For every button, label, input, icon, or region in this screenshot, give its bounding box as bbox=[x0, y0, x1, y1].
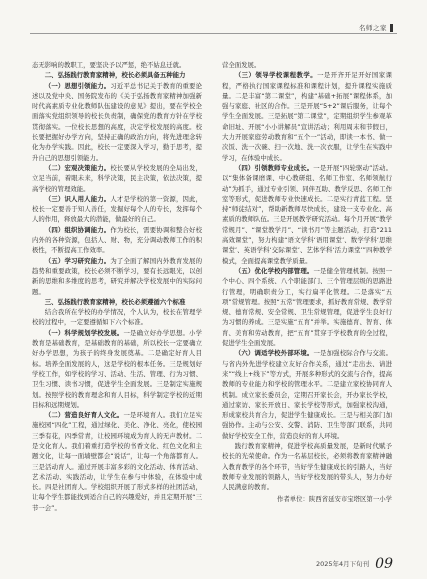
subsection-title: （四）组织协调能力。 bbox=[44, 225, 111, 234]
paragraph-text: 一是确立好办学思想。小学教育是基础教育，是基础教育的基础，所以校长一定要确立好办学思想，为孩子的终身发展奠基。二是确定好育人目标。培养全面发展的人，这是学校的根本任务。三是规划好学校工作，如学校的学习、活动、生活、管理、行为习惯、卫生习惯、读书习惯，促进学生全面发展。三是制定实施规划。按照学校的教育理念和育人目标，科学制定学校的近期目标和远期规划。 bbox=[32, 328, 203, 409]
paragraph-text: 一是开展“四轮驱动”活动。以“集体备课磨课、中心教研组、名师工作室、名师领航行动”为抓手，通过专业引领、同伴互助、教学反思、名师工作室等形式，促进教师专业快速成长。二是实行青蓝工程。坚持“师徒结对”，帮助新教师尽快成长，建设一支专业化、高素质的教师队伍。三是开展教学研究活动。每个月开展“教学常规月”、“课堂教学月”、“读书月”等主题活动，打造“211高效课堂”，努力构建“语文学科‘语用课堂’、数学学科‘思维课堂’、英语学科‘交际课堂’、艺体学科‘活力课堂’”四种教学模式，全面提高课堂教学质量。 bbox=[222, 163, 392, 265]
section-heading: 三、弘扬践行教育家精神，校长必须遵循六个标准 bbox=[44, 297, 186, 306]
body-paragraph bbox=[32, 328, 202, 410]
paragraph-text: 人才是学校的第一资源，因此，校长一定要善于知人善任，发掘好每个人的专长，发挥每个人的作用，释放最大的潜能，做最好的自己。 bbox=[32, 194, 203, 224]
left-column bbox=[32, 60, 202, 513]
subsection-title: （六）调适学校外部环境。 bbox=[234, 349, 314, 358]
body-paragraph bbox=[32, 194, 202, 225]
right-column bbox=[222, 60, 392, 505]
header-rule bbox=[30, 33, 397, 34]
subsection-title: （二）宏观决策能力。 bbox=[44, 163, 111, 172]
page-number: 09 bbox=[375, 556, 393, 572]
body-paragraph bbox=[32, 256, 202, 297]
page-footer bbox=[316, 556, 393, 572]
subsection-title: （五）学习研究能力。 bbox=[44, 256, 111, 265]
body-paragraph bbox=[222, 70, 392, 163]
subsection-title: （三）识人用人能力。 bbox=[44, 194, 111, 203]
section-heading: 二、弘扬践行教育家精神，校长必须具备五种能力 bbox=[44, 71, 186, 80]
body-paragraph bbox=[222, 163, 392, 266]
paragraph-text: 一是加强校际合作与交流。与省内外先进学校建立友好合作关系，通过“走出去、请进来”“线上+线下”等方式，开展多种形式的交流与合作，提高教师的专业能力和学校的管理水平。二是建立家校协同育人机制。成立家长委员会，定期召开家长会，开办家长学校，通过家访、家长开放日、家长学校等形式，加强家校沟通，形成家校共育合力，促进学生健康成长。三是与相关部门加强协作。主动与公安、交警、消防、卫生等部门联系，共同做好学校安全工作，营造良好的育人环境。 bbox=[222, 349, 393, 440]
body-paragraph: 结合我所在学校的办学情况，个人认为，校长在管理学校的过程中，一定要遵循如下六个标准。 bbox=[32, 308, 202, 327]
paragraph-text: 为了全面了解国内外教育发展的趋势和重要政策，校长必须不断学习，要有长远眼光，以创新的思维和多维度的思考，研究并解决学校发展中的实际问题。 bbox=[32, 256, 203, 296]
body-paragraph bbox=[32, 410, 202, 513]
body-paragraph bbox=[222, 266, 392, 348]
paragraph-text: 一是开齐开足开好国家课程，严格执行国家课程标准和课程计划，提升课程实施质量。二是丰富“第二课堂”，构建“基础+拓展”课程体系，加强与家庭、社区的合作。三是开展“5+2”课后服务，让每个学生全面发展。三是拓展“第二课堂”，定期组织学生参观革命旧址、开展“小小讲解员”宣讲活动；利用周末和节假日，大力开展家庭劳动教育和“五个一”活动，即读一本书、做一次饭、洗一次碗、扫一次地、洗一次衣服，让学生在实践中学习，在体验中成长。 bbox=[222, 71, 393, 162]
subsection-title: （一）思想引领能力。 bbox=[44, 81, 111, 90]
subsection-title: （五）优化学校内部管理。 bbox=[234, 266, 314, 275]
subsection-title: （三）领导学校课程教学。 bbox=[234, 71, 318, 80]
issue-date: 2025年4月下旬刊 bbox=[315, 560, 370, 568]
paragraph-text: 作为校长，需要协调和整合好校内外的各种资源，包括人、财、物，充分调动教师工作的积极性，不断提高工作效率。 bbox=[32, 225, 203, 255]
paragraph-text: 习近平总书记关于教育的重要论述以及党中央、国务院发布的《关于弘扬教育家精神加强新时代高素质专业化教师队伍建设的意见》提出，要在学校全面落实党组织领导的校长负责制，确保党的教育方针在学校贯彻落实。一位校长思想的高度，决定学校发展的高度。校长要把握好办学方向，坚持正确的政治方向，将先进理念转化为办学实践。因此，校长一定要深入学习，勤于思考，提升自己的思想引领能力。 bbox=[32, 81, 203, 162]
body-paragraph: 践行教育家精神，促进学校高质量发展，是新时代赋予校长的光荣使命。作为一名基层校长，必须将教育家精神融入教育教学的各个环节，当好学生健康成长的引路人，当好教师专业发展的领路人，当好学校发展的带头人，努力办好人民满意的教育。 bbox=[222, 441, 392, 492]
paragraph-continuation: 态无影响的教职工，要坚决予以严惩，绝不姑息迁就。 bbox=[32, 61, 186, 69]
body-paragraph bbox=[32, 163, 202, 194]
body-paragraph bbox=[32, 225, 202, 256]
subsection-title: （四）引领教师专业成长。 bbox=[234, 163, 314, 172]
author-affiliation: 作者单位：陕西省延安市宝塔区第一小学 bbox=[276, 495, 392, 504]
column-name bbox=[359, 23, 393, 32]
paragraph-continuation: 营全面发展。 bbox=[222, 61, 261, 69]
paragraph-text: 一是健全管理机制。按照一个中心、四个系统、八个职能部门、三个管理层级的思路进行管理，明确职责分工，实行扁平化管理。二是落实“五项”常规管理。按照“五常”管理要求，抓好教育常规、教学常规、德育常规、安全常规、卫生常规管理，促进学生良好行为习惯的养成。三是实施“五育”并举。实施德育、智育、体育、美育和劳动教育，把“五育”贯穿于学校教育的全过程，促进学生全面发展。 bbox=[222, 266, 393, 348]
subsection-title: （二）营造良好育人文化。 bbox=[44, 411, 124, 420]
body-paragraph bbox=[222, 348, 392, 441]
paragraph-text: 校长要从学校发展的全局出发，立足当前，着眼未来，科学决策，民主决策，依法决策，提高学校的管理效能。 bbox=[32, 163, 203, 193]
body-paragraph bbox=[32, 81, 202, 163]
column-marker-bar bbox=[390, 24, 393, 32]
subsection-title: （一）科学规划学校发展。 bbox=[44, 328, 124, 337]
column-name-text: 名师之家 bbox=[359, 24, 387, 32]
paragraph-text: 一是环境育人。我们立足实施校园“四化”工程，通过绿化、美化、净化、亮化，使校园三季有花，四季常青，让校园环境成为育人的无声教材。二是文化育人。我们着重打造学校的书香文化、红色文化和主题文化，让每一面墙壁都会“说话”，让每一个角落都育人。三是活动育人。通过开展丰富多彩的文化活动、体育活动、艺术活动、实践活动，让学生在参与中体验，在体验中成长。四是社团育人。学校组织开展了形式多样的社团活动，让每个学生都能找到适合自己的兴趣爱好，并且定期开展“三节一会”。 bbox=[32, 411, 203, 512]
